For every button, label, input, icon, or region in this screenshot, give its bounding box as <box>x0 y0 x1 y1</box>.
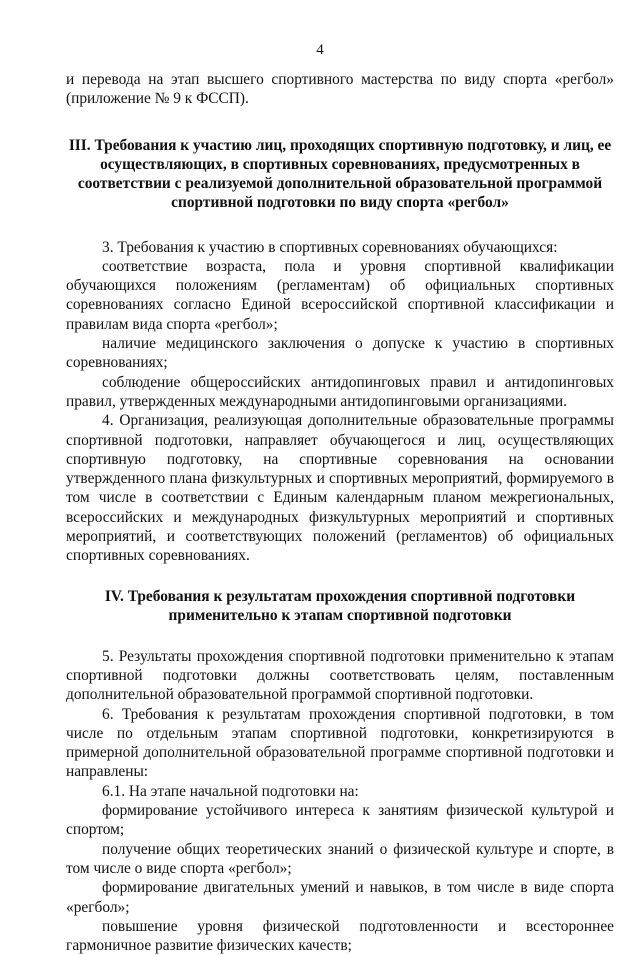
paragraph-3-item-medical: наличие медицинского заключения о допуске к участию в спортивных соревнованиях; <box>66 335 614 372</box>
paragraph-3-item-antidoping: соблюдение общероссийских антидопинговых правил и антидопинговых правил, утвержденных международными антидопинговыми организациями. <box>66 373 614 410</box>
page-number: 4 <box>316 42 324 58</box>
paragraph-6-1-item-skills: формирование двигательных умений и навыков, в том числе в виде спорта «регбол»; <box>66 879 614 916</box>
paragraph-3-item-age: соответствие возраста, пола и уровня спортивной квалификации обучающихся положениям (регламентам) об официальных спортивных соревнованиях согласно Единой всероссийской спортивной классификации и правилам вида спорта «регбол»; <box>66 257 614 333</box>
paragraph-6-1-item-knowledge: получение общих теоретических знаний о физической культуре и спорте, в том числе о виде спорта «регбол»; <box>66 840 614 877</box>
paragraph-6-1-item-interest: формирование устойчивого интереса к занятиям физической культурой и спортом; <box>66 802 614 839</box>
paragraph-6: 6. Требования к результатам прохождения спортивной подготовки, в том числе по отдельным этапам спортивной подготовки, конкретизируются в примерной дополнительной образовательной программе спортивной подготовки и направлены: <box>66 705 614 781</box>
paragraph-6-1: 6.1. На этапе начальной подготовки на: <box>102 782 359 800</box>
paragraph-4: 4. Организация, реализующая дополнительные образовательные программы спортивной подготовки, направляет обучающегося и лиц, осуществляющих спортивную подготовку, на спортивные соревнования на основании утвержденного плана физкультурных и спортивных мероприятий, формируемого в том числе в соответствии с Единым календарным планом межрегиональных, всероссийских и международных физкультурных мероприятий и спортивных мероприятий, и соответствующих положений (регламентов) об официальных спортивных соревнованиях. <box>66 412 614 565</box>
paragraph-continuation: и перевода на этап высшего спортивного мастерства по виду спорта «регбол» (приложение № 9 к ФССП). <box>66 71 614 108</box>
paragraph-3: 3. Требования к участию в спортивных соревнованиях обучающихся: <box>102 238 558 256</box>
paragraph-6-1-item-fitness: повышение уровня физической подготовленности и всестороннее гармоничное развитие физических качеств; <box>66 917 614 955</box>
section-4-heading: IV. Требования к результатам прохождения спортивной подготовки применительно к этапам спортивной подготовки <box>104 587 576 624</box>
paragraph-5: 5. Результаты прохождения спортивной подготовки применительно к этапам спортивной подготовки должны соответствовать целям, поставленным дополнительной образовательной программой спортивной подготовки. <box>66 647 614 704</box>
section-3-heading: III. Требования к участию лиц, проходящих спортивную подготовку, и лиц, ее осуществляющих, в спортивных соревнованиях, предусмотренных в соответствии с реализуемой дополнительной образовательной программой спортивной подготовки по виду спорта «регбол» <box>68 136 612 211</box>
document-body <box>66 70 614 955</box>
